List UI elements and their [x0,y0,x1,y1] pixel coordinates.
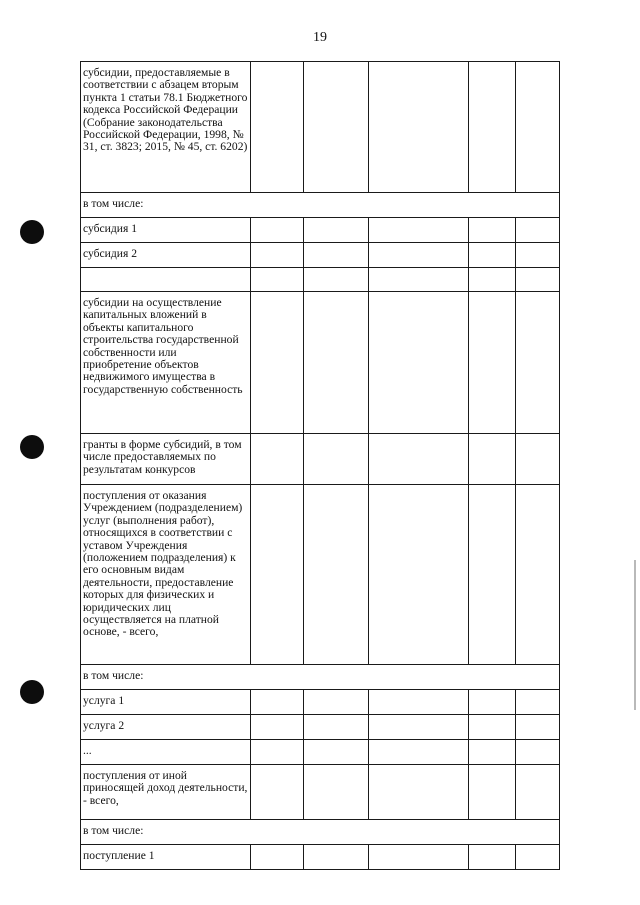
table-cell [369,715,469,740]
table-cell [516,845,560,870]
scan-edge-mark [634,560,636,710]
table-cell [516,268,560,292]
table-cell [516,765,560,820]
table-cell [304,268,370,292]
table-cell [516,485,560,665]
table-row [81,740,560,765]
table-cell [251,690,304,715]
table-cell [369,292,469,434]
table-cell [369,765,469,820]
table-cell [369,243,469,268]
table-cell [304,690,370,715]
table-row [81,62,560,193]
table-row [81,268,560,292]
table-cell [469,765,516,820]
table-cell [369,218,469,243]
table-cell [369,845,469,870]
table-row [81,243,560,268]
page-number: 19 [313,30,327,45]
table-cell [304,434,370,485]
table-cell [251,243,304,268]
table-cell [251,845,304,870]
table-cell [516,434,560,485]
table-cell [304,243,370,268]
table-cell [304,765,370,820]
table-row [81,218,560,243]
table-cell [304,740,370,765]
row-label: в том числе: [81,193,560,218]
row-label: ... [81,740,251,765]
table-row [81,690,560,715]
table-cell [304,292,370,434]
table-cell [369,690,469,715]
row-label: услуга 1 [81,690,251,715]
table-cell [469,62,516,193]
table-cell [251,292,304,434]
table-row [81,292,560,434]
row-label: поступления от оказания Учреждением (подразделением) услуг (выполнения работ), относящихся в соответствии с уставом Учреждения (положением подразделения) к его основным видам деятельности, предоставление которых для физических и юридических лиц осуществляется на платной основе, - всего, [81,485,251,665]
row-label: субсидии на осуществление капитальных вложений в объекты капитального строительства государственной собственности или приобретение объектов недвижимого имущества в государственную собственность [81,292,251,434]
table-cell [369,740,469,765]
table-cell [469,690,516,715]
table-cell [369,268,469,292]
table-cell [469,218,516,243]
row-label: поступления от иной приносящей доход деятельности, - всего, [81,765,251,820]
table-cell [469,434,516,485]
row-label: субсидии, предоставляемые в соответствии с абзацем вторым пункта 1 статьи 78.1 Бюджетного кодекса Российской Федерации (Собрание законодательства Российской Федерации, 1998, № 31, ст. 3823; 2015, № 45, ст. 6202) [81,62,251,193]
row-label: услуга 2 [81,715,251,740]
table-cell [469,740,516,765]
table-cell [304,62,370,193]
table-cell [516,243,560,268]
table-row [81,665,560,690]
table-row [81,715,560,740]
income-table [80,61,560,870]
table-cell [369,62,469,193]
row-label: в том числе: [81,665,560,690]
binder-hole-top [20,220,44,244]
table-cell [516,690,560,715]
table-row [81,765,560,820]
table-cell [516,740,560,765]
table-cell [251,434,304,485]
table-cell [304,715,370,740]
table-cell [469,268,516,292]
row-label: поступление 1 [81,845,251,870]
table-cell [469,715,516,740]
table-row [81,193,560,218]
table-cell [469,485,516,665]
table-cell [251,62,304,193]
table-cell [251,268,304,292]
table-row [81,434,560,485]
table-cell [251,218,304,243]
binder-hole-middle [20,435,44,459]
table-cell [469,243,516,268]
table-cell [469,292,516,434]
row-label: субсидия 2 [81,243,251,268]
table-row [81,485,560,665]
table-cell [516,715,560,740]
table-row [81,820,560,845]
table-cell [469,845,516,870]
table-row [81,845,560,870]
row-label [81,268,251,292]
table-cell [304,845,370,870]
table-cell [516,62,560,193]
table-cell [304,218,370,243]
row-label: гранты в форме субсидий, в том числе предоставляемых по результатам конкурсов [81,434,251,485]
table-cell [369,434,469,485]
table-cell [251,765,304,820]
table-cell [369,485,469,665]
row-label: субсидия 1 [81,218,251,243]
table-cell [304,485,370,665]
row-label: в том числе: [81,820,560,845]
table-cell [516,292,560,434]
binder-hole-bottom [20,680,44,704]
table-cell [251,715,304,740]
table-cell [516,218,560,243]
table-cell [251,740,304,765]
table-cell [251,485,304,665]
